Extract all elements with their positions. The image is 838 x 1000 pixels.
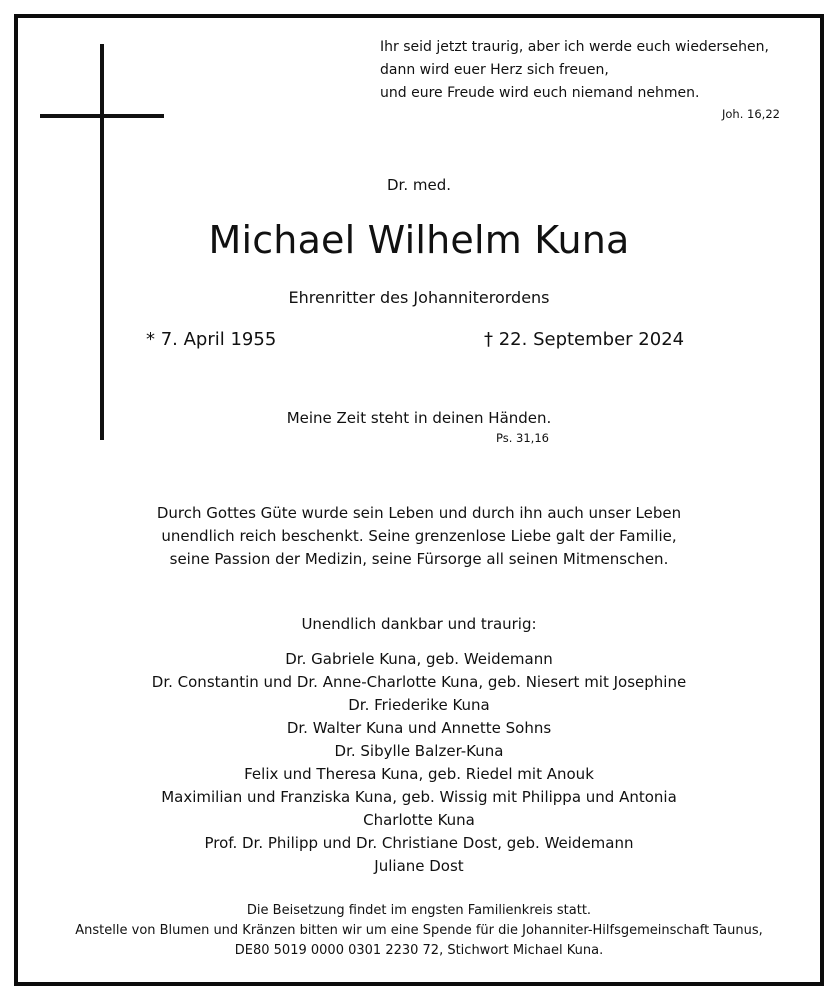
mourner-6: Felix und Theresa Kuna, geb. Riedel mit Anouk: [244, 765, 594, 783]
mourner-8: Charlotte Kuna: [363, 811, 475, 829]
quote-line-2: dann wird euer Herz sich freuen,: [380, 62, 609, 78]
mourner-7: Maximilian und Franziska Kuna, geb. Wissig mit Philippa und Antonia: [161, 788, 677, 806]
mourner-4: Dr. Walter Kuna und Annette Sohns: [286, 719, 552, 737]
tribute-line-2: unendlich reich beschenkt. Seine grenzenlose Liebe galt der Familie,: [161, 527, 677, 545]
funeral-notice: [0, 901, 838, 961]
tribute-line-3: seine Passion der Medizin, seine Fürsorge all seinen Mitmenschen.: [169, 550, 669, 568]
bible-quote: [380, 36, 800, 121]
mourner-9: Prof. Dr. Philipp und Dr. Christiane Dost, geb. Weidemann: [204, 834, 634, 852]
mourner-3: Dr. Friederike Kuna: [348, 696, 490, 714]
footer-line-3: DE80 5019 0000 0301 2230 72, Stichwort Michael Kuna.: [234, 943, 604, 958]
quote-line-1: Ihr seid jetzt traurig, aber ich werde euch wiedersehen,: [380, 39, 769, 55]
mourner-5: Dr. Sibylle Balzer-Kuna: [334, 742, 504, 760]
mourner-1: Dr. Gabriele Kuna, geb. Weidemann: [285, 650, 553, 668]
honor-title: Ehrenritter des Johanniterordens: [288, 288, 550, 307]
psalm-quote: Meine Zeit steht in deinen Händen.: [286, 409, 552, 427]
tribute-text: [0, 502, 838, 571]
mourners-list: [0, 648, 838, 878]
cross-icon-horizontal-bar: [40, 114, 164, 118]
tribute-line-1: Durch Gottes Güte wurde sein Leben und durch ihn auch unser Leben: [156, 504, 682, 522]
death-date: † 22. September 2024: [484, 329, 685, 350]
mourners-heading: Unendlich dankbar und traurig:: [301, 615, 537, 633]
footer-line-2: Anstelle von Blumen und Kränzen bitten wir um eine Spende für die Johanniter-Hilfsgemeinschaft Taunus,: [75, 923, 763, 938]
academic-title: Dr. med.: [386, 176, 451, 194]
quote-reference: Joh. 16,22: [722, 107, 780, 121]
psalm-reference: Ps. 31,16: [496, 431, 549, 445]
mourner-10: Juliane Dost: [374, 857, 464, 875]
mourner-2: Dr. Constantin und Dr. Anne-Charlotte Kuna, geb. Niesert mit Josephine: [151, 673, 687, 691]
birth-date: * 7. April 1955: [146, 329, 277, 350]
deceased-name: Michael Wilhelm Kuna: [208, 218, 630, 262]
footer-line-1: Die Beisetzung findet im engsten Familienkreis statt.: [246, 903, 592, 918]
quote-line-3: und eure Freude wird euch niemand nehmen.: [380, 85, 700, 101]
